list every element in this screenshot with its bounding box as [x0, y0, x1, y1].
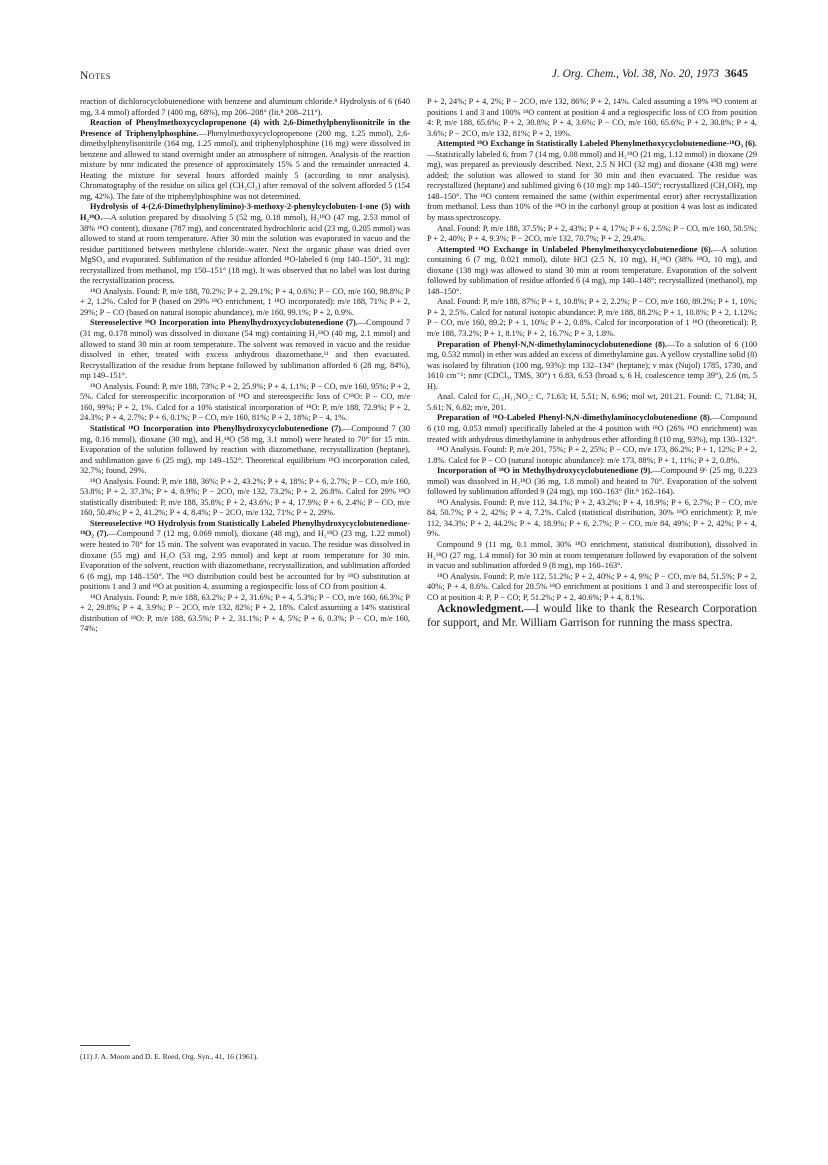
section-body: —To a solution of 6 (100 mg, 0.532 mmol) in ether was added an excess of dimethylamine gas. A yellow crystalline solid (8) was isolated by filtration (100 mg, 93%): mp 132–134° (heptane); ν max (Nujol) 1785, 1730, and 1610 cm⁻¹; nmr (CDCl₃, TMS, 30°) τ 6.83, 6.53 (broad s, 6 H, coalescence temp 39°), 2.6 (m, 5 H).	[427, 339, 757, 391]
paragraph	[427, 413, 757, 445]
paragraph: ¹⁸O Analysis. Found: P, m/e 112, 51.2%; P + 2, 40%; P + 4, 9%; P − CO, m/e 84, 51.5%; P + 2, 40%; P + 4, 8.6%. Calcd for 28.5% ¹⁸O enrichment at positions 1 and 3 and stereospecific loss of CO at position 4: P, P − CO; P, 51.2%; P + 2, 40.6%; P + 4, 8.1%.	[427, 571, 757, 602]
section-title: Incorporation of ¹⁸O in Methylhydroxycyclobutenedione (9).	[437, 466, 653, 476]
paragraph: ¹⁸O Analysis. Found: P, m/e 188, 36%; P + 2, 43.2%; P + 4, 18%; P + 6, 2.7%; P − CO, m/e 160, 53.8%; P + 2, 37.3%; P + 4, 8.9%; P − 2CO, m/e 132, 73.2%; P + 2, 26.8%. Calcd for 29% ¹⁸O statistically distributed: P, m/e 188, 35.8%; P + 2, 43.6%; P + 4, 17.9%; P + 6, 2.4%; P − CO, m/e 160, 50.4%; P + 2, 41.2%; P + 4, 8.4%; P − 2CO, m/e 132, 71%; P + 2, 29%.	[80, 476, 410, 518]
paragraph: Anal. Found: P, m/e 188, 37.5%; P + 2, 43%; P + 4, 17%; P + 6, 2.5%; P − CO, m/e 160, 50.5%; P + 2, 40%; P + 4, 9.3%; P − 2CO, m/e 132, 70.7%; P + 2, 29.4%.	[427, 223, 757, 244]
paragraph	[427, 139, 757, 223]
paragraph: ¹⁸O Analysis. Found: P, m/e 112, 34.1%; P + 2, 43.2%; P + 4, 18.9%; P + 6, 2.7%; P − CO, m/e 84, 50.7%; P + 2, 42%; P + 4, 7.2%. Calcd (statistical distribution, 30% ¹⁸O enrichment): P, m/e 112, 34.3%; P + 2, 44.2%; P + 4, 18.9%; P + 6, 2.7%; P − CO, m/e 84, 49%; P + 2, 42%; P + 4, 9%.	[427, 497, 757, 539]
paragraph	[80, 118, 410, 202]
paragraph	[80, 519, 410, 593]
paragraph	[427, 340, 757, 393]
section-body: —A solution prepared by dissolving 5 (52 mg, 0.18 mmol), H₂¹⁸O (47 mg, 2.53 mmol of 38% ¹⁸O content), dioxane (787 mg), and concentrated hydrochloric acid (23 mg, 0.205 mmol) was allowed to stand at room temperature. After 30 min the solution was evaporated in vacuo and the residue partitioned between methylene chloride–water. Next the organic phase was dried over MgSO₄ and evaporated. Sublimation of the residue afforded ¹⁸O-labeled 6 (mp 140–150°, 31 mg): recrystallized from methanol, mp 150–151° (18 mg). It was observed that no label was lost during the recrystallization process.	[80, 213, 410, 286]
paragraph	[80, 318, 410, 381]
left-column	[80, 97, 410, 635]
section-title: Reaction of Phenylmethoxycyclopropenone (4) with 2,6-Dimethylphenylisonitrile in the Presence of Triphenylphosphine.	[80, 118, 410, 138]
section-body: —A solution containing 6 (7 mg, 0.021 mmol), dilute HCl (2.5 N, 10 mg), H₂¹⁸O (38% ¹⁸O, 10 mg), and dioxane (138 mg) was allowed to stand 30 min at room temperature. Evaporation of the solvent followed by sublimation of residue afforded 6 (4 mg), mp 140–148°; recrystallized (methanol), mp 148–150°.	[427, 244, 757, 296]
right-column	[427, 97, 757, 630]
footnote-rule	[80, 1045, 130, 1046]
section-body: —Compound 6 (10 mg, 0.053 mmol) specifically labeled at the 4 position with ¹⁸O (26% ¹⁸O enrichment) was treated with anhydrous dimethylamine in anhydrous ether affording 8 (10 mg, 93%), mp 130–132°.	[427, 413, 757, 444]
journal-citation: J. Org. Chem., Vol. 38, No. 20, 1973	[551, 68, 719, 80]
paragraph: ¹⁸O Analysis. Found: P, m/e 188, 70.2%; P + 2, 29.1%; P + 4, 0.6%; P − CO, m/e 160, 98.8%; P + 2, 1.2%. Calcd for P (based on 29% ¹⁸O enrichment, 1 ¹⁸O incorporated): m/e 188, 71%; P + 2, 29%; P − CO (based on natural isotopic abundance), m/e 160, 99.1%; P + 2, 0.9%.	[80, 286, 410, 317]
paragraph: ¹⁸O Analysis. Found: P, m/e 201, 75%; P + 2, 25%; P − CO, m/e 173, 86.2%; P + 1, 12%; P + 2, 1.8%. Calcd for P − CO (natural isotopic abundance): m/e 173, 88%; P + 1, 11%; P + 2, 0.8%.	[427, 445, 757, 465]
paragraph: Compound 9 (11 mg, 0.1 mmol, 30% ¹⁸O enrichment, statistical distribution), dissolved in H₂¹⁸O (27 mg, 1.4 mmol) for 30 min at room temperature followed by evaporation of the solvent in vacuo and sublimation afforded 9 (8 mg), mp 160–163°.	[427, 539, 757, 571]
section-title: Hydrolysis of 4-(2,6-Dimethylphenylimino)-3-methoxy-2-phenylcyclobuten-1-one (5) with H₂¹⁸O.	[80, 202, 410, 223]
acknowledgment-body: —I would like to thank the Research Corporation for support, and Mr. William Garrison for running the mass spectra.	[427, 603, 757, 629]
section-title: Preparation of Phenyl-N,N-dimethylaminocyclobutenedione (8).	[437, 339, 667, 349]
paragraph: ¹⁸O Analysis. Found: P, m/e 188, 63.2%; P + 2, 31.6%; P + 4, 5.3%; P − CO, m/e 160, 66.3%; P + 2, 29.8%; P + 4, 3.9%; P − 2CO, m/e 132, 82%; P + 2, 18%. Calcd assuming a 14% statistical distribution of ¹⁸O: P, m/e 188, 63.5%; P + 2, 31.1%; P + 4, 5%; P + 6, 0.3%; P − CO, m/e 160, 74%;	[80, 592, 410, 634]
section-title: Attempted ¹⁸O Exchange in Statistically Labeled Phenylmethoxycyclobutenedione-¹⁸O₃ (6).	[437, 139, 757, 149]
paragraph: P + 2, 24%; P + 4, 2%; P − 2CO, m/e 132, 86%; P + 2, 14%. Calcd assuming a 19% ¹⁸O content at positions 1 and 3 and 100% ¹⁸O content at position 4 and a regiospecific loss of CO from position 4: P, m/e 188, 65.6%; P + 2, 30.8%; P + 4, 3.6%; P − CO, m/e 160, 65.6%; P + 2, 30.8%; P + 4, 3.6%; P − 2CO, m/e 132, 81%; P + 2, 19%.	[427, 97, 757, 138]
section-title: Attempted ¹⁸O Exchange in Unlabeled Phenylmethoxycyclobutenedione (6).	[437, 244, 713, 254]
section-title: Stereoselective ¹⁸O Incorporation into Phenylhydroxycyclobutenedione (7).	[90, 318, 358, 328]
running-head-section: Notes	[80, 70, 111, 82]
paragraph	[427, 466, 757, 498]
section-body: —Compound 9⁶ (25 mg, 0.223 mmol) was dissolved in H₂¹⁸O (36 mg, 1.8 mmol) and heated to 70°. Evaporation of the solvent followed by sublimation afforded 9 (24 mg), mp 160–163° (lit.⁸ 162–164).	[427, 466, 757, 497]
paragraph: Anal. Found: P, m/e 188, 87%; P + 1, 10.8%; P + 2, 2.2%; P − CO, m/e 160, 89.2%; P + 1, 10%; P + 2, 2.5%. Calcd for natural isotopic abundance: P, m/e 188, 88.2%; P + 1, 10.8%; P + 2, 1.12%; P − CO, m/e 160, 89.2; P + 1, 10%; P + 2, 0.8%. Calcd for incorporation of 1 ¹⁸O (theoretical): P, m/e 188, 73.2%; P + 1, 8.1%; P + 2, 16.7%; P + 3, 1.8%.	[427, 297, 757, 339]
footnote: (11) J. A. Moore and D. E. Reed, Org. Syn., 41, 16 (1961).	[80, 1052, 259, 1061]
paragraph: reaction of dichlorocyclobutenedione with benzene and aluminum chloride.⁸ Hydrolysis of 6 (640 mg, 3.4 mmol) afforded 7 (400 mg, 68%), mp 206–208° (lit.⁸ 208–211°).	[80, 97, 410, 117]
section-body: —Compound 7 (12 mg, 0.069 mmol), dioxane (48 mg), and H₂¹⁸O (23 mg, 1.22 mmol) were heated to 70° for 15 min. The solvent was evaporated in vacuo. The residue was dissolved in dioxane (55 mg) and H₂O (53 mg, 2.95 mmol) and kept at room temperature for 30 min. Evaporation of the solvent, reaction with diazomethane, recrystallization, and sublimation afforded 6 (6 mg), mp 148–150°. The ¹⁸O distribution could best be accounted for by ¹⁸O substitution at positions 1 and 3 and ¹⁸O at position 4, assuming a regiospecific loss of CO from position 4.	[80, 529, 411, 592]
paragraph: Anal. Calcd for C₁₂H₁₁NO₂: C, 71.63; H, 5.51; N, 6.96; mol wt, 201.21. Found: C, 71.84; H, 5.61; N, 6.82; m/e, 201.	[427, 392, 757, 412]
section-title: Stereoselective ¹⁸O Hydrolysis from Statistically Labeled Phenylhydroxycyclobutenedione-¹⁸O₂ (7).	[80, 518, 410, 539]
paragraph	[80, 424, 410, 477]
section-title: Preparation of ¹⁸O-Labeled Phenyl-N,N-dimethylaminocyclobutenedione (8).	[437, 413, 712, 423]
acknowledgment	[427, 603, 757, 630]
page-number: 3645	[725, 68, 748, 80]
section-body: —Compound 7 (30 mg, 0.16 mmol), dioxane (30 mg), and H₂¹⁸O (58 mg, 3.1 mmol) were heated to 70° for 15 min. Evaporation of the solution followed by reaction with diazomethane, recrystallization (heptane), and sublimation gave 6 (25 mg), mp 149–152°. Theoretical equilibrium ¹⁸O incorporation caled, 32.7%; found, 29%.	[80, 423, 410, 476]
section-title: Statistical ¹⁸O Incorporation into Phenylhydroxycyclobutenedione (7).	[90, 423, 344, 433]
paragraph: ¹⁸O Analysis. Found: P, m/e 188, 73%; P + 2, 25.9%; P + 4, 1.1%; P − CO, m/e 160, 95%; P + 2, 5%. Calcd for stereospecific incorporation of ¹⁸O and stereospecific loss of C¹⁸O: P − CO, m/e 160, 99%; P + 2, 1%. Calcd for a 10% statistical incorporation of ¹⁸O: P, m/e 188, 72.9%; P + 2, 24.3%; P + 4, 2.7%; P + 6, 0.1%; P − CO, m/e 160, 81%; P + 2, 18%; P − 4, 1%.	[80, 381, 410, 423]
section-body: —Statistically labeled 6, from 7 (14 mg, 0.08 mmol) and H₂¹⁸O (21 mg, 1.12 mmol) in dioxane (29 mg), was prepared as previously described. Next, 2.5 N HCl (32 mg) and dioxane (438 mg) were added; the solution was allowed to stand for 30 min and then evacuated. The residue was recrystallized (heptane) and sublimed giving 6 (10 mg): mp 140–150°; recrystallized (CH₃OH), mp 148–150°. The ¹⁸O content remained the same (within experimental error) after recrystallization from methanol. Less than 10% of the ¹⁸O in the carbonyl group at position 4 was lost as indicated by mass spectroscopy.	[427, 149, 757, 223]
section-body: —Compound 7 (31 mg, 0.178 mmol) was dissolved in dioxane (54 mg) containing H₂¹⁸O (40 mg, 2.1 mmol) and allowed to stand 30 min at room temperature. The solvent was removed in vacuo and the residue dissolved in ether, treated with excess anhydrous diazomethane,¹¹ and then evacuated. Recrystallization of the residue from heptane followed by sublimation afforded 6 (28 mg, 84%), mp 149–151°.	[80, 318, 410, 381]
paragraph	[427, 245, 757, 298]
section-body: —Phenylmethoxycyclopropenone (200 mg, 1.25 mmol), 2,6-dimethylphenylisonitrile (164 mg, 1.25 mmol), and triphenylphosphine (16 mg) were dissolved in benzene and allowed to stand overnight under an atmosphere of nitrogen. Analysis of the reaction mixture by nmr indicated the presence of approximately 15% 5 and the remainder unreacted 4. Heating the mixture for several hours afforded mainly 5 (according to nmr analysis). Chromatography of the residue on silica gel (CH₂Cl₂) after removal of the solvent afforded 5 (154 mg, 42%). The fate of the triphenylphosphine was not determined.	[80, 128, 410, 201]
paragraph	[80, 202, 410, 286]
running-head-journal	[552, 68, 748, 80]
acknowledgment-title: Acknowledgment.	[437, 603, 524, 616]
